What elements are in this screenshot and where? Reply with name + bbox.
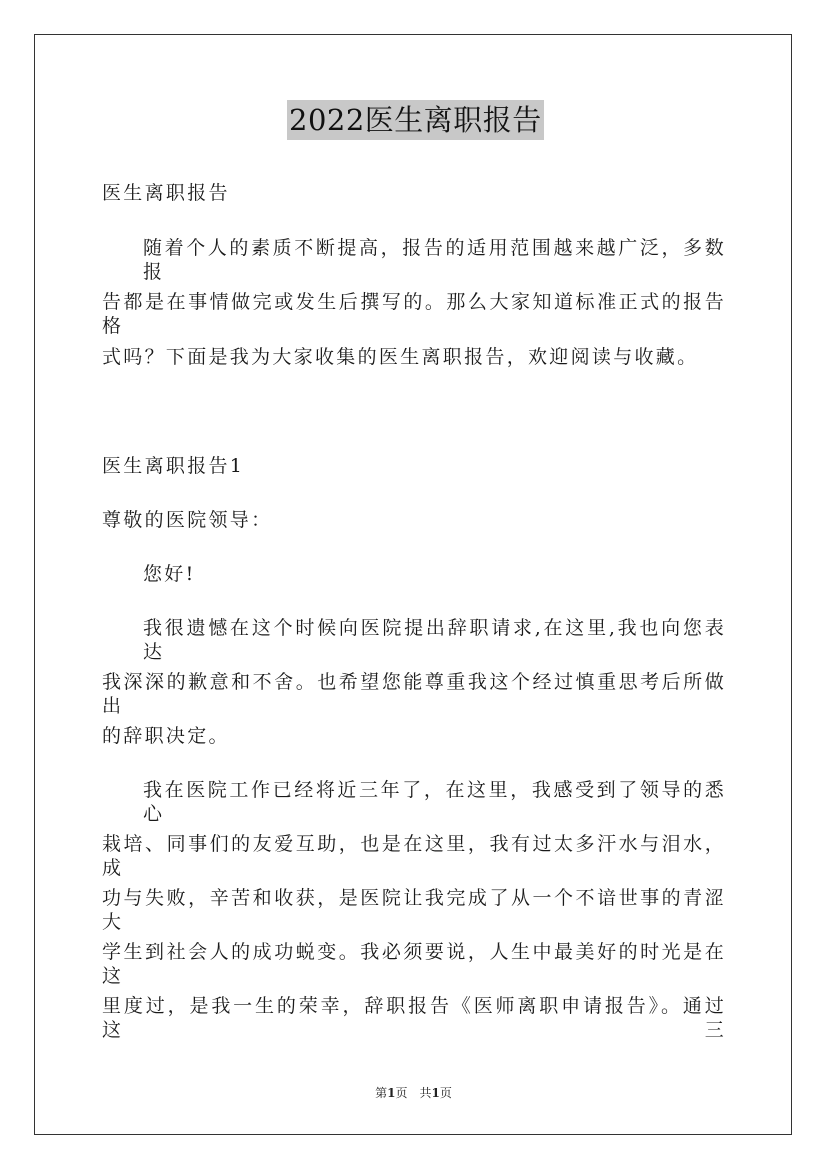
document-title: 2022医生离职报告 [287,100,544,140]
total-page-number: 1 [431,1086,440,1100]
footer-mid: 页 共 [395,1086,432,1100]
paragraph-line: 栽培、同事们的友爱互助，也是在这里，我有过太多汗水与泪水，成 [102,833,726,879]
paragraph-line: 的辞职决定。 [102,725,230,747]
paragraph-line: 告都是在事情做完或发生后撰写的。那么大家知道标准正式的报告格 [102,291,726,337]
footer-suffix: 页 [439,1086,452,1100]
greeting: 您好! [143,563,196,585]
current-page-number: 1 [387,1086,396,1100]
paragraph-line: 随着个人的素质不断提高，报告的适用范围越来越广泛，多数报 [143,237,726,283]
paragraph-line: 里度过，是我一生的荣幸，辞职报告《医师离职申请报告》。通过这三 [102,995,726,1041]
paragraph-line: 式吗？下面是我为大家收集的医生离职报告，欢迎阅读与收藏。 [102,346,699,368]
page-footer [0,1085,827,1101]
paragraph-line: 功与失败，辛苦和收获，是医院让我完成了从一个不谙世事的青涩大 [102,887,726,933]
paragraph-line: 学生到社会人的成功蜕变。我必须要说，人生中最美好的时光是在这 [102,941,726,987]
footer-prefix: 第 [375,1086,388,1100]
section-heading: 医生离职报告 [102,182,230,204]
paragraph-line: 我深深的歉意和不舍。也希望您能尊重我这个经过慎重思考后所做出 [102,671,726,717]
paragraph-line: 我在医院工作已经将近三年了，在这里，我感受到了领导的悉心 [143,779,726,825]
salutation: 尊敬的医院领导： [102,509,273,531]
letter-heading: 医生离职报告1 [102,455,245,477]
paragraph-line: 我很遗憾在这个时候向医院提出辞职请求,在这里,我也向您表达 [143,617,726,663]
